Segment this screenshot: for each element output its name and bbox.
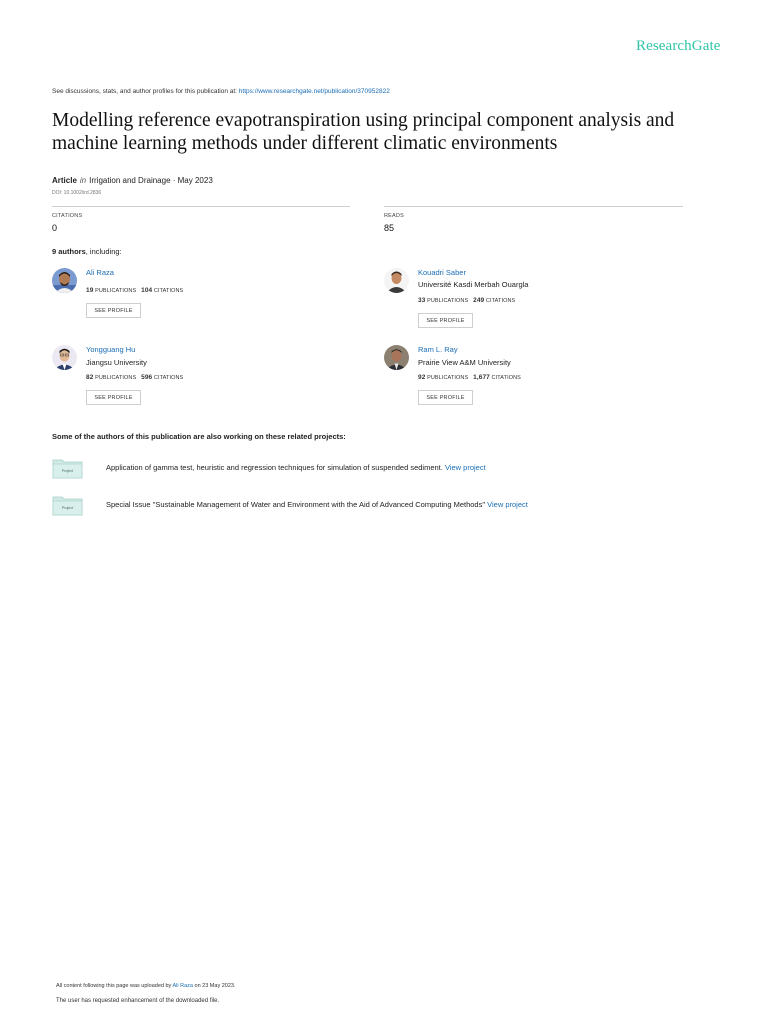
see-profile-button[interactable]: SEE PROFILE bbox=[418, 390, 473, 405]
author-stats bbox=[86, 374, 183, 381]
avatar[interactable] bbox=[384, 345, 409, 370]
author-institution: Jiangsu University bbox=[86, 358, 147, 367]
citations-count: 249 bbox=[473, 297, 485, 304]
publication-venue: Irrigation and Drainage · May 2023 bbox=[89, 176, 213, 185]
authors-heading bbox=[52, 247, 122, 256]
citations-label: CITATIONS bbox=[52, 213, 83, 219]
citations-divider bbox=[52, 206, 350, 207]
avatar[interactable] bbox=[52, 345, 77, 370]
author-name-link[interactable]: Kouadri Saber bbox=[418, 268, 466, 277]
folder-icon bbox=[52, 457, 83, 479]
publication-title: Modelling reference evapotranspiration using principal component analysis and machine learning methods under different climatic environments bbox=[52, 110, 675, 154]
reads-divider bbox=[384, 206, 683, 207]
upload-suffix: on 23 May 2023. bbox=[192, 983, 236, 989]
avatar-image bbox=[384, 345, 409, 370]
citations-label: CITATIONS bbox=[153, 288, 184, 294]
publication-meta bbox=[52, 176, 213, 185]
project-description bbox=[106, 463, 486, 472]
doi: DOI: 10.1002/ird.2836 bbox=[52, 190, 102, 196]
author-name-link[interactable]: Ram L. Ray bbox=[418, 345, 458, 354]
publications-label: PUBLICATIONS bbox=[95, 288, 137, 294]
publication-url-link[interactable]: https://www.researchgate.net/publication/370952822 bbox=[238, 88, 390, 95]
citations-count: 596 bbox=[141, 374, 153, 381]
authors-count: 9 authors bbox=[52, 247, 86, 256]
avatar-image bbox=[384, 268, 409, 293]
publications-label: PUBLICATIONS bbox=[427, 298, 469, 304]
author-institution: Prairie View A&M University bbox=[418, 358, 511, 367]
project-description bbox=[106, 500, 528, 509]
avatar[interactable] bbox=[52, 268, 77, 293]
publications-count: 19 bbox=[86, 287, 94, 294]
discussion-line bbox=[52, 88, 390, 95]
author-name-link[interactable]: Yongguang Hu bbox=[86, 345, 136, 354]
project-icon-label: Project bbox=[61, 506, 74, 510]
citations-count: 1,677 bbox=[473, 374, 490, 381]
citations-label: CITATIONS bbox=[485, 298, 516, 304]
folder-icon bbox=[52, 494, 83, 516]
meta-in: in bbox=[79, 176, 87, 185]
author-stats bbox=[418, 297, 515, 304]
researchgate-logo[interactable]: ResearchGate bbox=[636, 38, 721, 54]
publications-count: 82 bbox=[86, 374, 94, 381]
publication-type: Article bbox=[52, 176, 77, 185]
publications-count: 33 bbox=[418, 297, 426, 304]
see-profile-button[interactable]: SEE PROFILE bbox=[86, 303, 141, 318]
citations-label: CITATIONS bbox=[491, 375, 521, 381]
author-stats bbox=[418, 374, 521, 381]
upload-prefix: All content following this page was uploaded by bbox=[56, 983, 173, 989]
view-project-link[interactable]: View project bbox=[487, 500, 528, 509]
avatar-image bbox=[52, 268, 77, 293]
project-icon-label: Project bbox=[61, 469, 74, 473]
citations-label: CITATIONS bbox=[153, 375, 184, 381]
see-profile-button[interactable]: SEE PROFILE bbox=[86, 390, 141, 405]
avatar[interactable] bbox=[384, 268, 409, 293]
authors-suffix: , including: bbox=[85, 247, 122, 256]
citations-value: 0 bbox=[52, 223, 58, 233]
citations-count: 104 bbox=[141, 287, 153, 294]
project-title: Application of gamma test, heuristic and regression techniques for simulation of suspended sediment. bbox=[106, 463, 443, 472]
enhancement-note: The user has requested enhancement of the downloaded file. bbox=[56, 998, 220, 1004]
view-project-link[interactable]: View project bbox=[444, 463, 486, 472]
uploader-link[interactable]: Ali Raza bbox=[172, 983, 193, 989]
author-stats bbox=[86, 287, 183, 294]
project-title: Special Issue "Sustainable Management of Water and Environment with the Aid of Advanced Computing Methods" bbox=[106, 500, 486, 509]
reads-value: 85 bbox=[384, 223, 395, 233]
publications-label: PUBLICATIONS bbox=[427, 375, 469, 381]
related-projects-heading: Some of the authors of this publication are also working on these related projects: bbox=[52, 432, 346, 441]
upload-note bbox=[56, 983, 236, 989]
author-name-link[interactable]: Ali Raza bbox=[86, 268, 114, 277]
publications-count: 92 bbox=[418, 374, 426, 381]
see-profile-button[interactable]: SEE PROFILE bbox=[418, 313, 473, 328]
discussion-prefix: See discussions, stats, and author profiles for this publication at: bbox=[52, 88, 239, 95]
reads-label: READS bbox=[384, 213, 404, 219]
publications-label: PUBLICATIONS bbox=[95, 375, 137, 381]
author-institution: Université Kasdi Merbah Ouargla bbox=[418, 280, 529, 289]
avatar-image bbox=[52, 345, 77, 370]
